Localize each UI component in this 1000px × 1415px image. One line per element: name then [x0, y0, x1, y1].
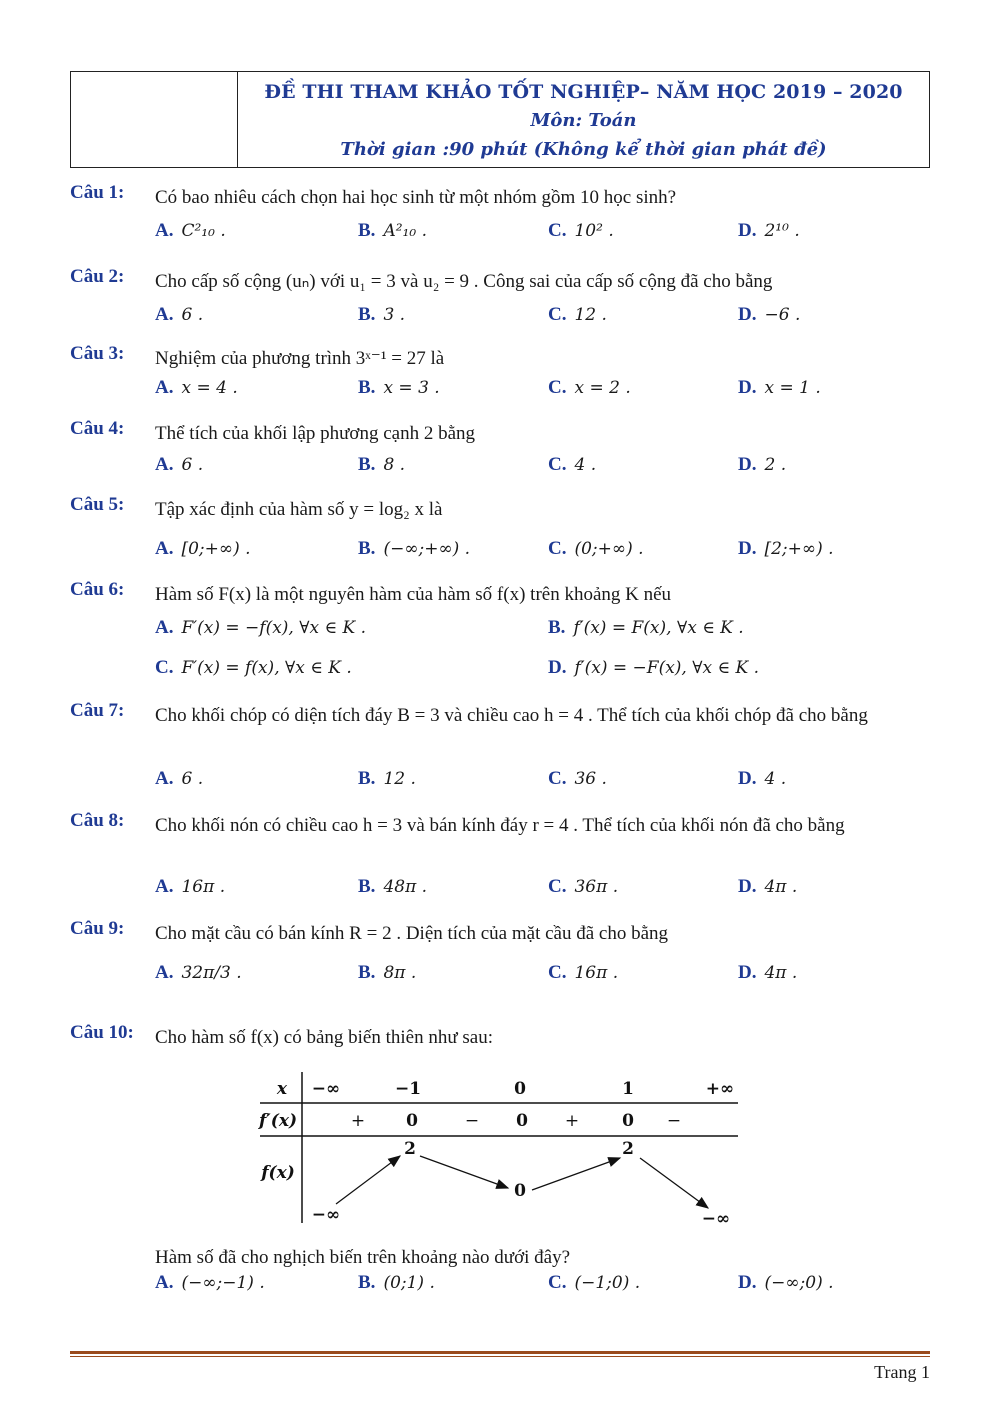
option-key: A. [155, 876, 174, 897]
footer-rule-thin [70, 1356, 930, 1357]
q10-question: Hàm số đã cho nghịch biến trên khoảng nào dưới đây? [155, 1247, 571, 1268]
question-label: Câu 2: [70, 266, 125, 287]
option-value: 36 . [574, 769, 607, 789]
sign: 0 [622, 1111, 634, 1131]
option-key: B. [548, 617, 566, 638]
option-key: D. [738, 768, 757, 789]
question-text: Có bao nhiêu cách chọn hai học sinh từ một nhóm gồm 10 học sinh? [155, 187, 677, 208]
question-text: Tập xác định của hàm số y = log₂ x là [155, 499, 443, 520]
option-key: D. [738, 1272, 757, 1293]
option-key: B. [358, 538, 376, 559]
option-key: D. [738, 377, 757, 398]
f-value: −∞ [701, 1209, 731, 1228]
question-label: Câu 1: [70, 182, 125, 203]
option-a[interactable] [155, 220, 226, 242]
option-c[interactable] [548, 538, 644, 560]
option-key: C. [548, 220, 567, 241]
option-value: 6 . [181, 305, 204, 325]
exam-subject: Môn: Toán [530, 110, 637, 131]
x-value: −∞ [311, 1079, 341, 1099]
question-text: Thể tích của khối lập phương cạnh 2 bằng [155, 423, 476, 444]
option-c[interactable] [548, 304, 607, 326]
row-x-label: x [276, 1079, 288, 1099]
option-key: D. [738, 304, 757, 325]
option-key: A. [155, 617, 174, 638]
option-value: 12 . [383, 769, 416, 789]
option-value: f′(x) = F(x), ∀x ∈ K . [573, 618, 744, 638]
option-key: A. [155, 454, 174, 475]
option-value: F′(x) = −f(x), ∀x ∈ K . [181, 618, 366, 638]
option-value: 36π . [574, 877, 619, 897]
option-b[interactable] [358, 962, 416, 984]
x-value: 1 [622, 1079, 634, 1099]
option-a[interactable] [155, 768, 203, 790]
question-label: Câu 9: [70, 918, 125, 939]
option-key: B. [358, 962, 376, 983]
option-key: D. [548, 657, 567, 678]
arrow-down-icon [640, 1158, 708, 1208]
option-value: [2;+∞) . [764, 539, 834, 559]
arrow-down-icon [420, 1156, 508, 1188]
x-value: 0 [514, 1079, 526, 1099]
option-a[interactable] [155, 876, 225, 898]
option-d[interactable] [738, 454, 786, 476]
option-c[interactable] [548, 768, 607, 790]
option-value: x = 3 . [383, 378, 440, 398]
option-d[interactable] [548, 657, 759, 679]
row-f-label: f(x) [261, 1163, 295, 1183]
option-key: C. [548, 304, 567, 325]
option-key: C. [548, 1272, 567, 1293]
option-value: (−∞;+∞) . [383, 539, 471, 559]
exam-header [70, 71, 930, 168]
option-value: 32π/3 . [181, 963, 242, 983]
option-d[interactable] [738, 377, 821, 399]
option-value: (−1;0) . [574, 1273, 641, 1293]
option-value: (−∞;−1) . [181, 1273, 265, 1293]
option-value: x = 4 . [181, 378, 238, 398]
option-d[interactable] [738, 304, 800, 326]
option-value: (0;1) . [383, 1273, 435, 1293]
option-c[interactable] [548, 876, 618, 898]
option-d[interactable] [738, 876, 797, 898]
f-value: −∞ [311, 1205, 341, 1225]
sign: + [350, 1111, 366, 1131]
option-c[interactable] [548, 454, 596, 476]
option-value: A²₁₀ . [383, 221, 427, 241]
option-a[interactable] [155, 304, 203, 326]
option-key: A. [155, 304, 174, 325]
option-value: 4 . [574, 455, 597, 475]
option-b[interactable] [548, 617, 744, 639]
option-key: B. [358, 304, 376, 325]
page-number: Trang 1 [874, 1362, 930, 1382]
option-value: C²₁₀ . [181, 221, 226, 241]
option-value: 2 . [764, 455, 787, 475]
option-d[interactable] [738, 1272, 834, 1294]
option-c[interactable] [548, 220, 614, 242]
option-d[interactable] [738, 962, 797, 984]
f-value: 2 [622, 1139, 634, 1159]
option-key: C. [548, 876, 567, 897]
sign: − [666, 1111, 682, 1131]
sign: − [464, 1111, 480, 1131]
header-info [238, 72, 929, 167]
option-value: 8 . [383, 455, 406, 475]
option-value: x = 2 . [574, 378, 631, 398]
exam-title: ĐỀ THI THAM KHẢO TỐT NGHIỆP– NĂM HỌC 2019 – 2020 [264, 81, 903, 103]
question-label: Câu 10: [70, 1022, 134, 1043]
option-key: D. [738, 538, 757, 559]
option-c[interactable] [548, 1272, 640, 1294]
question-label: Câu 4: [70, 418, 125, 439]
option-key: A. [155, 377, 174, 398]
option-key: A. [155, 538, 174, 559]
option-key: C. [155, 657, 174, 678]
option-b[interactable] [358, 304, 405, 326]
x-value: −1 [394, 1079, 422, 1099]
question-label: Câu 5: [70, 494, 125, 515]
option-key: D. [738, 220, 757, 241]
header-logo-cell [71, 72, 238, 167]
question-text: Hàm số F(x) là một nguyên hàm của hàm số f(x) trên khoảng K nếu [155, 584, 672, 605]
row-fprime-label: f′(x) [258, 1111, 298, 1131]
option-value: 16π . [574, 963, 619, 983]
question-text: Cho khối chóp có diện tích đáy B = 3 và chiều cao h = 4 . Thể tích của khối chóp đã cho bằng [155, 705, 868, 726]
variation-table [250, 1068, 750, 1228]
f-value: 2 [404, 1139, 416, 1159]
option-b[interactable] [358, 377, 440, 399]
question-text: Nghiệm của phương trình 3ˣ⁻¹ = 27 là [155, 348, 445, 369]
option-key: C. [548, 962, 567, 983]
arrow-up-icon [336, 1156, 400, 1204]
question-text: Cho hàm số f(x) có bảng biến thiên như sau: [155, 1027, 493, 1048]
option-value: 4π . [764, 877, 798, 897]
option-a[interactable] [155, 377, 238, 399]
x-value: +∞ [705, 1079, 735, 1099]
sign: 0 [406, 1111, 418, 1131]
question-label: Câu 6: [70, 579, 125, 600]
question-text: Cho khối nón có chiều cao h = 3 và bán kính đáy r = 4 . Thể tích của khối nón đã cho bằng [155, 815, 845, 836]
option-b[interactable] [358, 220, 427, 242]
option-a[interactable] [155, 454, 203, 476]
option-key: C. [548, 768, 567, 789]
sign: + [564, 1111, 580, 1131]
option-d[interactable] [738, 538, 834, 560]
option-key: D. [738, 454, 757, 475]
question-label: Câu 7: [70, 700, 125, 721]
option-value: 10² . [574, 221, 614, 241]
question-label: Câu 3: [70, 343, 125, 364]
option-d[interactable] [738, 768, 786, 790]
option-key: B. [358, 377, 376, 398]
exam-time: Thời gian :90 phút (Không kể thời gian phát đề) [340, 139, 827, 160]
option-a[interactable] [155, 1272, 265, 1294]
option-b[interactable] [358, 538, 470, 560]
option-key: A. [155, 1272, 174, 1293]
option-b[interactable] [358, 876, 427, 898]
option-value: 16π . [181, 877, 226, 897]
option-key: B. [358, 454, 376, 475]
question-text: Cho cấp số cộng (uₙ) với u₁ = 3 và u₂ = 9 . Công sai của cấp số cộng đã cho bằng [155, 271, 773, 292]
option-b[interactable] [358, 1272, 435, 1294]
option-value: 4 . [764, 769, 787, 789]
arrow-up-icon [532, 1158, 620, 1190]
question-label: Câu 8: [70, 810, 125, 831]
option-key: A. [155, 220, 174, 241]
sign: 0 [516, 1111, 528, 1131]
option-value: f′(x) = −F(x), ∀x ∈ K . [574, 658, 759, 678]
option-key: A. [155, 768, 174, 789]
question-text: Cho mặt cầu có bán kính R = 2 . Diện tích của mặt cầu đã cho bằng [155, 923, 669, 944]
option-key: B. [358, 1272, 376, 1293]
option-value: F′(x) = f(x), ∀x ∈ K . [181, 658, 352, 678]
option-value: 4π . [764, 963, 798, 983]
option-a[interactable] [155, 538, 251, 560]
option-key: B. [358, 768, 376, 789]
option-value: 6 . [181, 455, 204, 475]
option-value: 8π . [383, 963, 417, 983]
option-value: (0;+∞) . [574, 539, 644, 559]
footer-rule [70, 1351, 930, 1354]
option-value: 6 . [181, 769, 204, 789]
option-key: C. [548, 538, 567, 559]
option-key: A. [155, 962, 174, 983]
option-c[interactable] [548, 377, 631, 399]
f-value: 0 [514, 1181, 526, 1201]
option-key: D. [738, 962, 757, 983]
option-value: x = 1 . [764, 378, 821, 398]
option-a[interactable] [155, 962, 242, 984]
option-value: −6 . [764, 305, 801, 325]
option-key: C. [548, 454, 567, 475]
option-key: B. [358, 876, 376, 897]
option-value: 2¹⁰ . [764, 221, 800, 241]
option-value: 3 . [383, 305, 406, 325]
option-key: D. [738, 876, 757, 897]
option-b[interactable] [358, 454, 405, 476]
option-c[interactable] [548, 962, 618, 984]
option-b[interactable] [358, 768, 416, 790]
option-value: [0;+∞) . [181, 539, 251, 559]
option-key: C. [548, 377, 567, 398]
option-value: (−∞;0) . [764, 1273, 834, 1293]
option-value: 48π . [383, 877, 428, 897]
option-d[interactable] [738, 220, 800, 242]
option-key: B. [358, 220, 376, 241]
option-value: 12 . [574, 305, 607, 325]
